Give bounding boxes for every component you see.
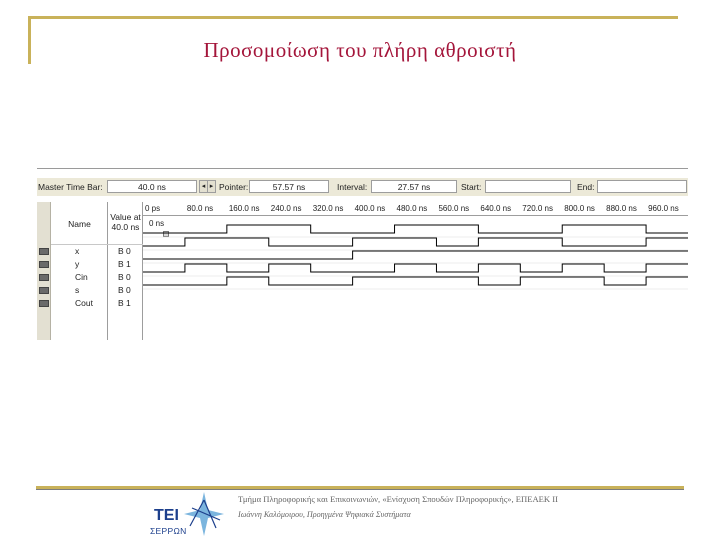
- footer-rule-shadow: [36, 489, 684, 490]
- waveform-area[interactable]: [143, 216, 688, 340]
- waveform-cin: [143, 251, 688, 259]
- time-tick-label: 960.0 ns: [648, 204, 679, 213]
- waveform-cout: [143, 277, 688, 285]
- time-tick-label: 800.0 ns: [564, 204, 595, 213]
- value-column-header: Value at: [110, 212, 141, 222]
- signal-icon-strip: [37, 202, 51, 340]
- interval-label: Interval:: [337, 182, 368, 192]
- name-column-header: Name: [68, 219, 91, 229]
- logo-text: ΤΕΙ: [154, 507, 179, 524]
- output-pin-icon: [39, 300, 49, 307]
- header-divider: [108, 244, 143, 245]
- end-label: End:: [577, 182, 595, 192]
- master-time-next-button[interactable]: ▸: [207, 180, 216, 193]
- interval-field[interactable]: 27.57 ns: [371, 180, 457, 193]
- input-pin-icon: [39, 248, 49, 255]
- slide-title: Προσομοίωση του πλήρη αθροιστή: [203, 38, 517, 62]
- time-tick-label: 80.0 ns: [186, 204, 214, 213]
- time-tick-label: 320.0 ns: [312, 204, 344, 213]
- signal-name-cout[interactable]: Cout: [75, 298, 93, 308]
- time-tick-label: 160.0 ns: [228, 204, 260, 213]
- signal-value-y: B 1: [118, 259, 131, 269]
- output-pin-icon: [39, 287, 49, 294]
- signal-name-y[interactable]: y: [75, 259, 80, 269]
- time-tick-label: 640.0 ns: [480, 204, 512, 213]
- simulation-waveform-panel: [37, 168, 688, 340]
- waveform-y: [143, 238, 688, 246]
- signal-value-cout: B 1: [118, 298, 131, 308]
- pointer-field[interactable]: 57.57 ns: [249, 180, 329, 193]
- footer-course: Ιωάννη Καλόμοιρου, Προηγμένα Ψηφιακά Συστήματα: [238, 510, 411, 519]
- master-time-field[interactable]: 40.0 ns: [107, 180, 197, 193]
- time-tick-label: 720.0 ns: [522, 204, 553, 213]
- signal-name-cin[interactable]: Cin: [75, 272, 88, 282]
- time-tick-label: 0 ps: [145, 204, 161, 213]
- start-label: Start:: [461, 182, 482, 192]
- time-tick-label: 560.0 ns: [438, 204, 470, 213]
- time-tick-label: 400.0 ns: [354, 204, 386, 213]
- footer-department: Τμήμα Πληροφορικής και Επικοινωνιών, «Ενίσχυση Σπουδών Πληροφορικής», ΕΠΕΑΕΚ ΙΙ: [238, 494, 558, 504]
- waveform-s: [143, 264, 688, 272]
- slide-frame-top: [28, 16, 678, 19]
- signal-name-x[interactable]: x: [75, 246, 80, 256]
- signal-value-s: B 0: [118, 285, 131, 295]
- tei-serres-logo: [146, 490, 230, 540]
- time-tick-label: 480.0 ns: [396, 204, 428, 213]
- time-bar-toolbar: [37, 178, 688, 196]
- master-time-label: Master Time Bar:: [38, 182, 103, 192]
- time-tick-label: 240.0 ns: [270, 204, 302, 213]
- time-cursor-label: 0 ns: [149, 219, 165, 228]
- input-pin-icon: [39, 274, 49, 281]
- pointer-label: Pointer:: [219, 182, 249, 192]
- signal-name-s[interactable]: s: [75, 285, 80, 295]
- time-tick-label: 880.0 ns: [606, 204, 637, 213]
- master-time-prev-button[interactable]: ◂: [199, 180, 208, 193]
- signal-value-column: [108, 202, 143, 340]
- header-divider: [51, 244, 108, 245]
- end-field[interactable]: [597, 180, 687, 193]
- logo-city: ΣΕΡΡΩΝ: [150, 526, 187, 536]
- signal-value-x: B 0: [118, 246, 131, 256]
- panel-border: [37, 168, 688, 169]
- input-pin-icon: [39, 261, 49, 268]
- time-scale-ruler[interactable]: [143, 202, 688, 216]
- value-column-header-time: 40.0 ns: [111, 222, 140, 232]
- start-field[interactable]: [485, 180, 571, 193]
- signal-value-cin: B 0: [118, 272, 131, 282]
- signal-name-column: [51, 202, 108, 340]
- waveform-x: [143, 225, 688, 233]
